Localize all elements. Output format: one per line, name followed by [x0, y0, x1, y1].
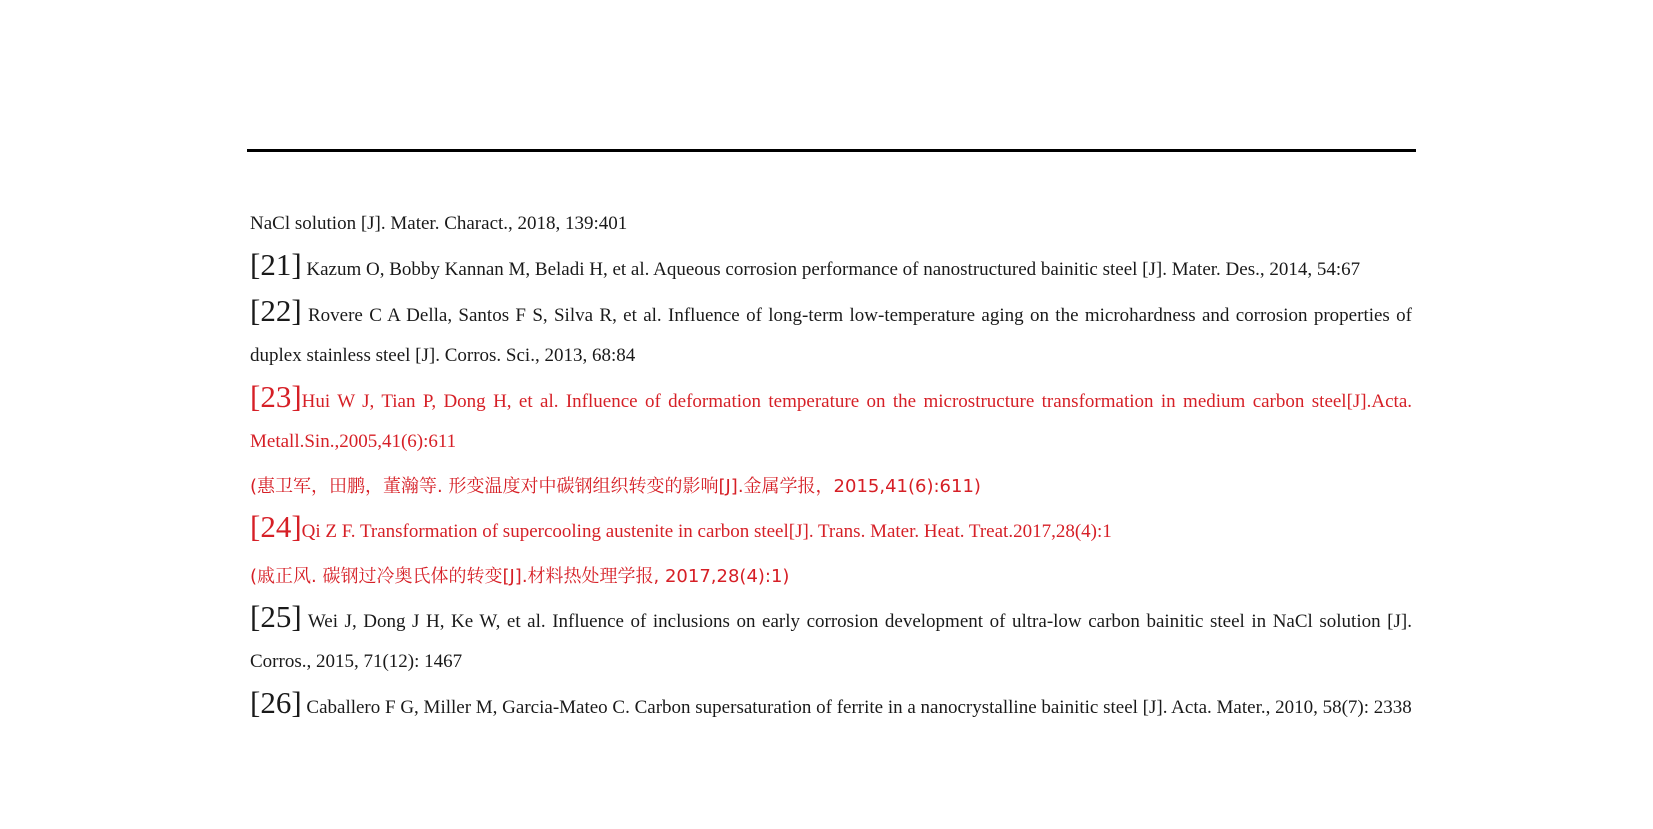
reference-text: Rovere C A Della, Santos F S, Silva R, et al. Influence of long-term low-temperature aging on the microhardness and corrosion properties of duplex stainless steel [J]. Corros. Sci., 2013, 68:84: [250, 305, 1412, 366]
header-rule: [247, 149, 1416, 152]
reference-21: [250, 247, 1412, 290]
reference-text: Qi Z F. Transformation of supercooling austenite in carbon steel[J]. Trans. Mater. Heat. Treat.2017,28(4):1: [301, 521, 1112, 542]
reference-number: [21]: [250, 247, 302, 282]
reference-23-translation: (惠卫军，田鹏，董瀚等. 形变温度对中碳钢组织转变的影响[J].金属学报，2015,41(6):611): [250, 476, 981, 497]
reference-number: [24]: [250, 509, 302, 544]
reference-continuation: NaCl solution [J]. Mater. Charact., 2018, 139:401: [250, 213, 628, 234]
reference-24: [250, 509, 1412, 552]
reference-text: Kazum O, Bobby Kannan M, Beladi H, et al. Aqueous corrosion performance of nanostructured bainitic steel [J]. Mater. Des., 2014, 54:67: [306, 259, 1361, 280]
reference-22: [250, 293, 1412, 376]
reference-number: [25]: [250, 599, 302, 634]
reference-text: Hui W J, Tian P, Dong H, et al. Influence of deformation temperature on the microstructure transformation in medium carbon steel[J].Acta. Metall.Sin.,2005,41(6):611: [250, 391, 1412, 452]
reference-number: [23]: [250, 379, 302, 414]
reference-number: [22]: [250, 293, 302, 328]
reference-text: Wei J, Dong J H, Ke W, et al. Influence of inclusions on early corrosion development of ultra-low carbon bainitic steel in NaCl solution [J]. Corros., 2015, 71(12): 1467: [250, 611, 1412, 672]
reference-list: [250, 204, 1412, 734]
reference-text: Caballero F G, Miller M, Garcia-Mateo C. Carbon supersaturation of ferrite in a nanocrystalline bainitic steel [J]. Acta. Mater., 2010, 58(7): 2338: [306, 697, 1412, 718]
reference-23: [250, 379, 1412, 462]
reference-24-translation: (戚正风. 碳钢过冷奥氏体的转变[J].材料热处理学报, 2017,28(4):1): [250, 566, 790, 587]
reference-number: [26]: [250, 685, 302, 720]
reference-26: [250, 685, 1412, 728]
reference-25: [250, 599, 1412, 682]
